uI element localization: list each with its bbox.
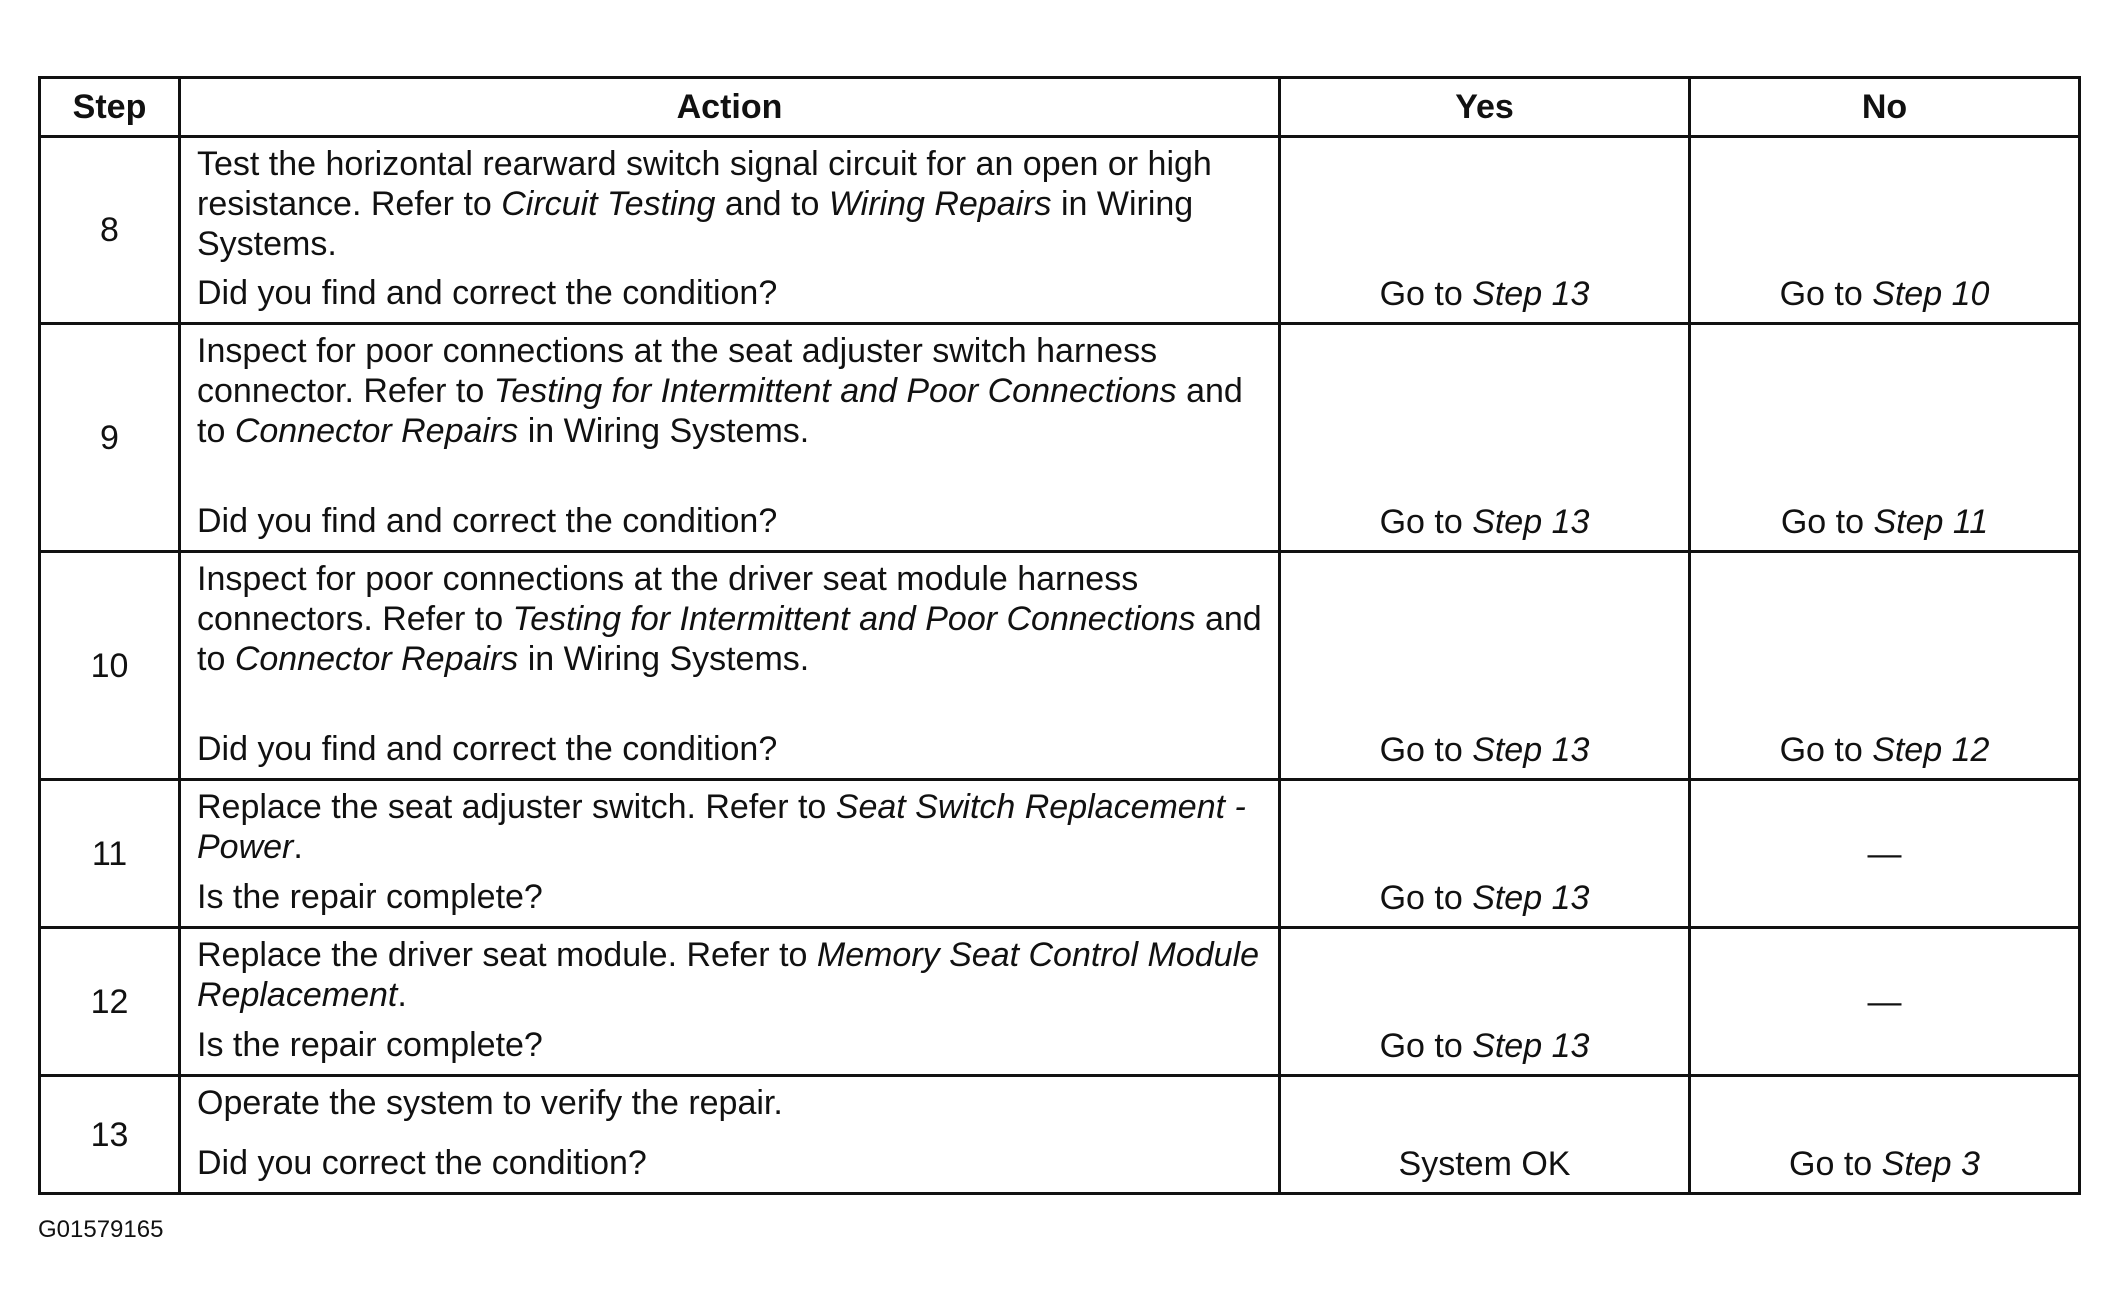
action-question: Did you find and correct the condition? — [197, 502, 778, 540]
italic-reference: Step 3 — [1881, 1145, 1980, 1183]
table-row — [40, 324, 2080, 552]
step-number: 12 — [40, 928, 180, 1076]
action-cell — [180, 552, 1280, 780]
text-run: Inspect for poor connections at the driver seat module harness connectors. Refer to — [197, 560, 1139, 638]
action-question: Is the repair complete? — [197, 878, 543, 916]
action-instruction — [197, 935, 1262, 1015]
text-run: Test the horizontal rearward switch signal circuit for an open or high resistance. Refer to — [197, 145, 1212, 223]
action-instruction — [197, 1083, 1262, 1123]
text-run: Go to — [1779, 275, 1873, 313]
no-result — [1690, 780, 2080, 928]
italic-reference: Testing for Intermittent and Poor Connections — [512, 600, 1196, 638]
text-run: — — [1867, 983, 1902, 1021]
italic-reference: Step 13 — [1472, 1027, 1590, 1065]
text-run: Go to — [1379, 1027, 1473, 1065]
action-cell — [180, 137, 1280, 324]
header-step: Step — [40, 78, 180, 137]
action-cell — [180, 324, 1280, 552]
header-action: Action — [180, 78, 1280, 137]
action-question: Is the repair complete? — [197, 1026, 543, 1064]
text-run: Go to — [1379, 503, 1473, 541]
header-yes: Yes — [1280, 78, 1690, 137]
text-run: and to — [197, 600, 1262, 678]
italic-reference: Step 12 — [1872, 731, 1990, 769]
step-number: 9 — [40, 324, 180, 552]
yes-result — [1280, 928, 1690, 1076]
no-result — [1690, 137, 2080, 324]
italic-reference: Step 10 — [1872, 275, 1990, 313]
table-row — [40, 780, 2080, 928]
no-result — [1690, 552, 2080, 780]
diagnostic-table — [38, 76, 2081, 1195]
italic-reference: Step 13 — [1472, 731, 1590, 769]
text-run: Go to — [1379, 879, 1473, 917]
header-row — [40, 78, 2080, 137]
text-run: Go to — [1789, 1145, 1882, 1183]
action-instruction — [197, 559, 1262, 679]
italic-reference: Testing for Intermittent and Poor Connections — [493, 372, 1177, 410]
header-no: No — [1690, 78, 2080, 137]
text-run: Go to — [1780, 503, 1874, 541]
text-run: Replace the seat adjuster switch. Refer to — [197, 788, 836, 826]
text-run: in Wiring Systems. — [197, 185, 1194, 263]
table-row — [40, 928, 2080, 1076]
action-instruction — [197, 144, 1262, 264]
table-body — [40, 137, 2080, 1194]
action-cell — [180, 928, 1280, 1076]
text-run: Go to — [1379, 731, 1473, 769]
italic-reference: Step 13 — [1472, 275, 1590, 313]
no-result — [1690, 1076, 2080, 1194]
step-number: 11 — [40, 780, 180, 928]
text-run: and to — [715, 185, 829, 223]
italic-reference: Connector Repairs — [234, 640, 519, 678]
no-result — [1690, 928, 2080, 1076]
step-number: 8 — [40, 137, 180, 324]
text-run: Inspect for poor connections at the seat adjuster switch harness connector. Refer to — [197, 332, 1158, 410]
yes-result — [1280, 1076, 1690, 1194]
yes-result — [1280, 137, 1690, 324]
action-instruction — [197, 787, 1262, 867]
text-run: and to — [197, 372, 1243, 450]
italic-reference: Wiring Repairs — [828, 185, 1052, 223]
table-row — [40, 552, 2080, 780]
italic-reference: Circuit Testing — [501, 185, 716, 223]
text-run: in Wiring Systems. — [518, 412, 810, 450]
action-question: Did you find and correct the condition? — [197, 274, 778, 312]
text-run: Go to — [1779, 731, 1873, 769]
action-cell — [180, 780, 1280, 928]
no-result — [1690, 324, 2080, 552]
step-number: 13 — [40, 1076, 180, 1194]
action-question: Did you correct the condition? — [197, 1144, 647, 1182]
text-run: in Wiring Systems. — [518, 640, 810, 678]
text-run: Operate the system to verify the repair. — [197, 1084, 783, 1122]
text-run: . — [293, 828, 303, 866]
italic-reference: Memory Seat Control Module Replacement — [197, 936, 1260, 1014]
text-run: Go to — [1379, 275, 1473, 313]
figure-id: G01579165 — [38, 1216, 164, 1243]
table-row — [40, 1076, 2080, 1194]
table-row — [40, 137, 2080, 324]
italic-reference: Step 13 — [1472, 503, 1590, 541]
italic-reference: Step 13 — [1472, 879, 1590, 917]
italic-reference: Connector Repairs — [234, 412, 519, 450]
yes-result — [1280, 324, 1690, 552]
text-run: System OK — [1398, 1145, 1571, 1183]
yes-result — [1280, 780, 1690, 928]
text-run: — — [1867, 835, 1902, 873]
action-question: Did you find and correct the condition? — [197, 730, 778, 768]
step-number: 10 — [40, 552, 180, 780]
action-cell — [180, 1076, 1280, 1194]
action-instruction — [197, 331, 1262, 451]
text-run: . — [397, 976, 407, 1014]
italic-reference: Seat Switch Replacement - Power — [197, 788, 1246, 866]
text-run: Replace the driver seat module. Refer to — [197, 936, 817, 974]
italic-reference: Step 11 — [1873, 503, 1989, 541]
yes-result — [1280, 552, 1690, 780]
